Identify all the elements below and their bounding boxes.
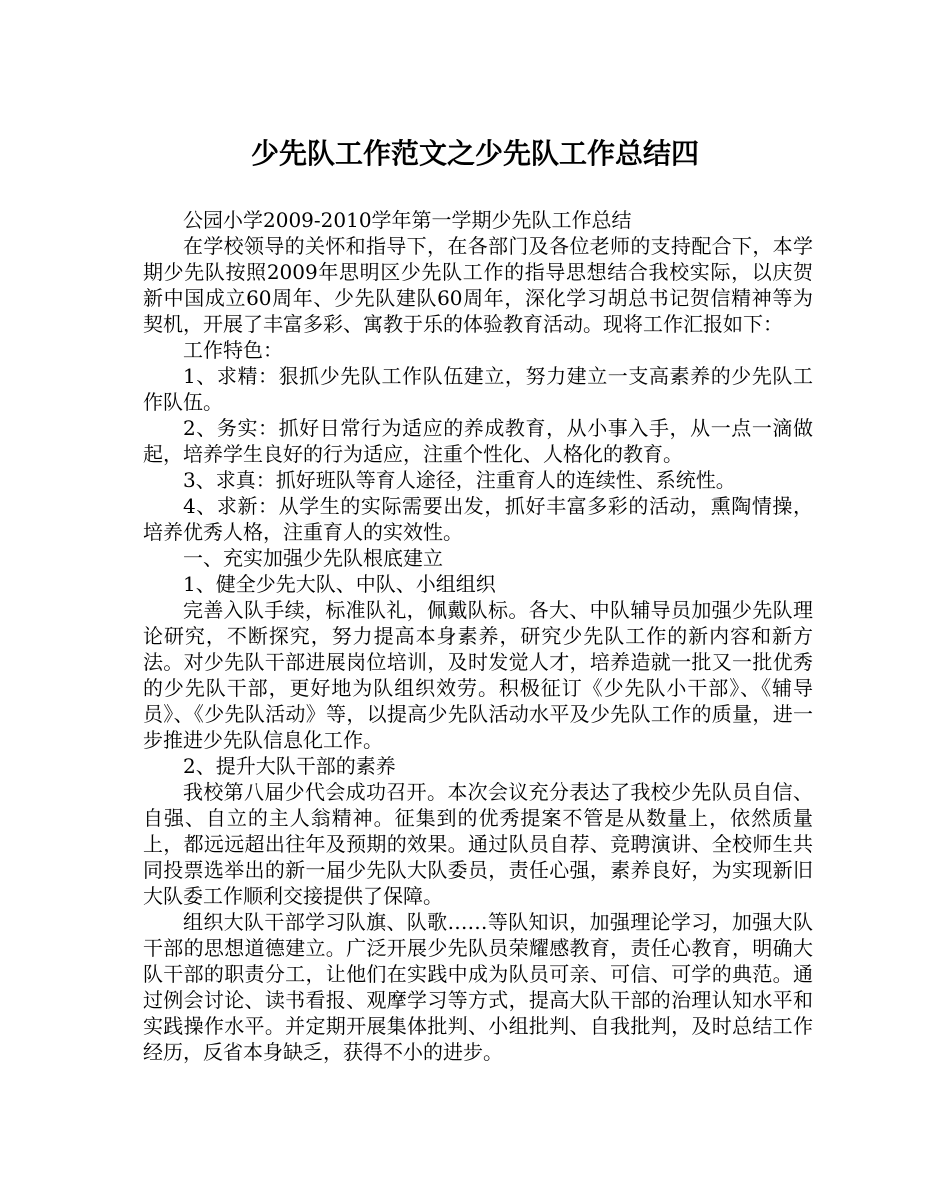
paragraph: 2、提升大队干部的素养 [183,754,396,778]
paragraph: 我校第八届少代会成功召开。本次会议充分表达了我校少先队员自信、自强、自立的主人翁精神。征集到的优秀提案不管是从数量上，依然质量上，都远远超出往年及预期的效果。通过队员自荐、竞聘演讲、全校师生共同投票选举出的新一届少先队大队委员，责任心强，素养良好，为实现新旧大队委工作顺利交接提供了保障。 [143,780,813,908]
paragraph: 工作特色： [183,338,283,362]
paragraph: 3、求真：抓好班队等育人途径，注重育人的连续性、系统性。 [183,468,736,492]
document-title: 少先队工作范文之少先队工作总结四 [250,137,699,170]
paragraph: 完善入队手续，标准队礼，佩戴队标。各大、中队辅导员加强少先队理论研究，不断探究，努力提高本身素养，研究少先队工作的新内容和新方法。对少先队干部进展岗位培训，及时发觉人才，培养造就一批又一批优秀的少先队干部，更好地为队组织效劳。积极征订《少先队小干部》、《辅导员》、《少先队活动》等，以提高少先队活动水平及少先队工作的质量，进一步推进少先队信息化工作。 [143,598,813,752]
paragraph: 1、健全少先大队、中队、小组组织 [183,572,496,596]
paragraph: 4、求新：从学生的实际需要出发，抓好丰富多彩的活动，熏陶情操，培养优秀人格，注重育人的实效性。 [143,494,813,544]
paragraph: 一、充实加强少先队根底建立 [183,546,443,570]
paragraph: 组织大队干部学习队旗、队歌……等队知识，加强理论学习，加强大队干部的思想道德建立。广泛开展少先队员荣耀感教育，责任心教育，明确大队干部的职责分工，让他们在实践中成为队员可亲、可信、可学的典范。通过例会讨论、读书看报、观摩学习等方式，提高大队干部的治理认知水平和实践操作水平。并定期开展集体批判、小组批判、自我批判，及时总结工作经历，反省本身缺乏，获得不小的进步。 [143,910,813,1064]
paragraph: 公园小学2009-2010学年第一学期少先队工作总结 [183,208,632,232]
paragraph: 在学校领导的关怀和指导下，在各部门及各位老师的支持配合下，本学期少先队按照2009年思明区少先队工作的指导思想结合我校实际，以庆贺新中国成立60周年、少先队建队60周年，深化学习胡总书记贺信精神等为契机，开展了丰富多彩、寓教于乐的体验教育活动。现将工作汇报如下： [143,234,813,336]
paragraph: 2、务实：抓好日常行为适应的养成教育，从小事入手，从一点一滴做起，培养学生良好的行为适应，注重个性化、人格化的教育。 [143,416,813,466]
paragraph: 1、求精：狠抓少先队工作队伍建立，努力建立一支高素养的少先队工作队伍。 [143,364,813,414]
document-body [143,207,813,1065]
